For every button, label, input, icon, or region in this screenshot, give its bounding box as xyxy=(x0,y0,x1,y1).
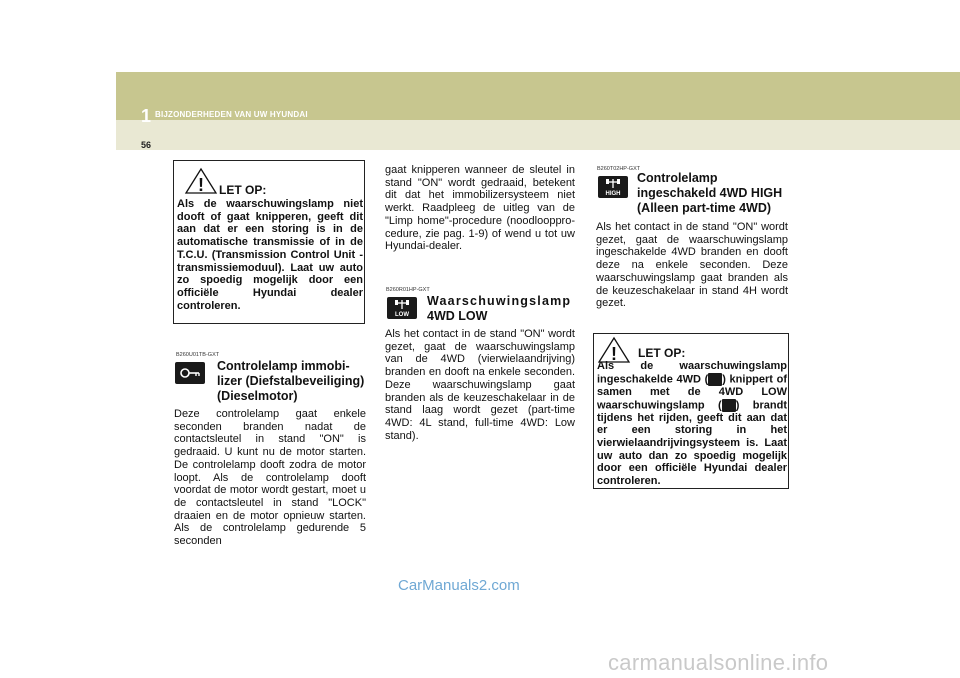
warning-text: Als de waarschuwingslamp niet dooft of gaat knipperen, geeft dit aan dat er een storing is in de automatische transmissie of in de T.C.U. (Transmission Control Unit - transmissiemoduul). Laat uw auto zo spoedig mogelijk door een officiële Hyundai dealer controleren. xyxy=(177,198,363,312)
svg-text:!: ! xyxy=(198,175,204,195)
4wd-high-inline-icon xyxy=(708,373,722,386)
warning-title: LET OP: xyxy=(638,346,686,360)
4wd-high-icon xyxy=(598,176,628,198)
section-title-immobilizer: Controlelamp immobi- lizer (Diefstalbeveiliging) (Dieselmotor) xyxy=(217,359,365,403)
section-body-4wd-low: Als het contact in de stand "ON" wordt gezet, gaat de waarschuwingslamp van de 4WD (vierwielaandrijving) branden en dooft na enkele seconden. Deze waarschuwingslamp gaat branden als de keuzeschakelaar in de stand laag wordt gezet (part-time 4WD: 4L stand, full-time 4WD: Low stand). xyxy=(385,328,575,442)
warning-box-right xyxy=(593,333,789,489)
watermark-footer: carmanualsonline.info xyxy=(608,650,829,675)
continuation-text: gaat knipperen wanneer de sleutel in stand "ON" wordt gedraaid, betekent dit dat het immobilizersysteem niet werkt. Raadpleeg de uitleg van de "Limp home"-procedure (noodlooppro-cedure, zie pag. 1-9) of wend u tot uw Hyundai-dealer. xyxy=(385,164,575,253)
section-code: B260R01HP-GXT xyxy=(386,287,430,293)
icon-label: HIGH xyxy=(605,191,621,197)
warning-title: LET OP: xyxy=(219,183,267,197)
watermark-link[interactable]: CarManuals2.com xyxy=(398,577,520,594)
section-title-4wd-low: Waarschuwingslamp 4WD LOW xyxy=(427,294,572,323)
chapter-number: 1 xyxy=(141,106,152,126)
page-number: 56 xyxy=(141,140,152,150)
immobilizer-key-icon xyxy=(175,362,205,384)
icon-label: LOW xyxy=(395,312,409,318)
4wd-low-inline-icon xyxy=(722,399,736,412)
section-body-immobilizer: Deze controlelamp gaat enkele seconden branden nadat de contactsleutel in stand "ON" is gedraaid. U kunt nu de motor starten. De controlelamp dooft zodra de motor loopt. Als de controlelamp dooft voordat de motor wordt gestart, moet u de contactsleutel in stand "LOCK" draaien en de motor opnieuw starten. Als de controlelamp gedurende 5 seconden xyxy=(174,408,366,548)
4wd-low-icon xyxy=(387,297,417,319)
header-light-band xyxy=(116,120,960,150)
section-title-4wd-high: Controlelamp ingeschakeld 4WD HIGH (Alleen part-time 4WD) xyxy=(637,171,783,215)
svg-text:!: ! xyxy=(611,344,617,364)
warning-text: Als de waarschuwingslamp ingeschakelde 4WD ( ) knippert of samen met de 4WD LOW waarschuwingslamp ( ) brandt tijdens het rijden, geeft dit aan dat er een storing in het vierwielaandrijvingsysteem is. Laat uw auto dan zo spoedig mogelijk door een officiële Hyundai dealer controleren. xyxy=(597,360,787,488)
chapter-title: BIJZONDERHEDEN VAN UW HYUNDAI xyxy=(155,110,308,119)
section-code: B260U01TB-GXT xyxy=(176,352,220,358)
section-body-4wd-high: Als het contact in de stand "ON" wordt gezet, gaat de waarschuwingslamp ingeschakelde 4WD branden en dooft deze na enkele seconden. Deze waarschuwingslamp gaat branden als de keuzeschakelaar in stand 4H wordt gezet. xyxy=(596,221,788,310)
warning-triangle-icon xyxy=(184,167,218,195)
warning-box-left xyxy=(173,160,365,324)
section-code: B260T02HP-GXT xyxy=(597,166,641,172)
